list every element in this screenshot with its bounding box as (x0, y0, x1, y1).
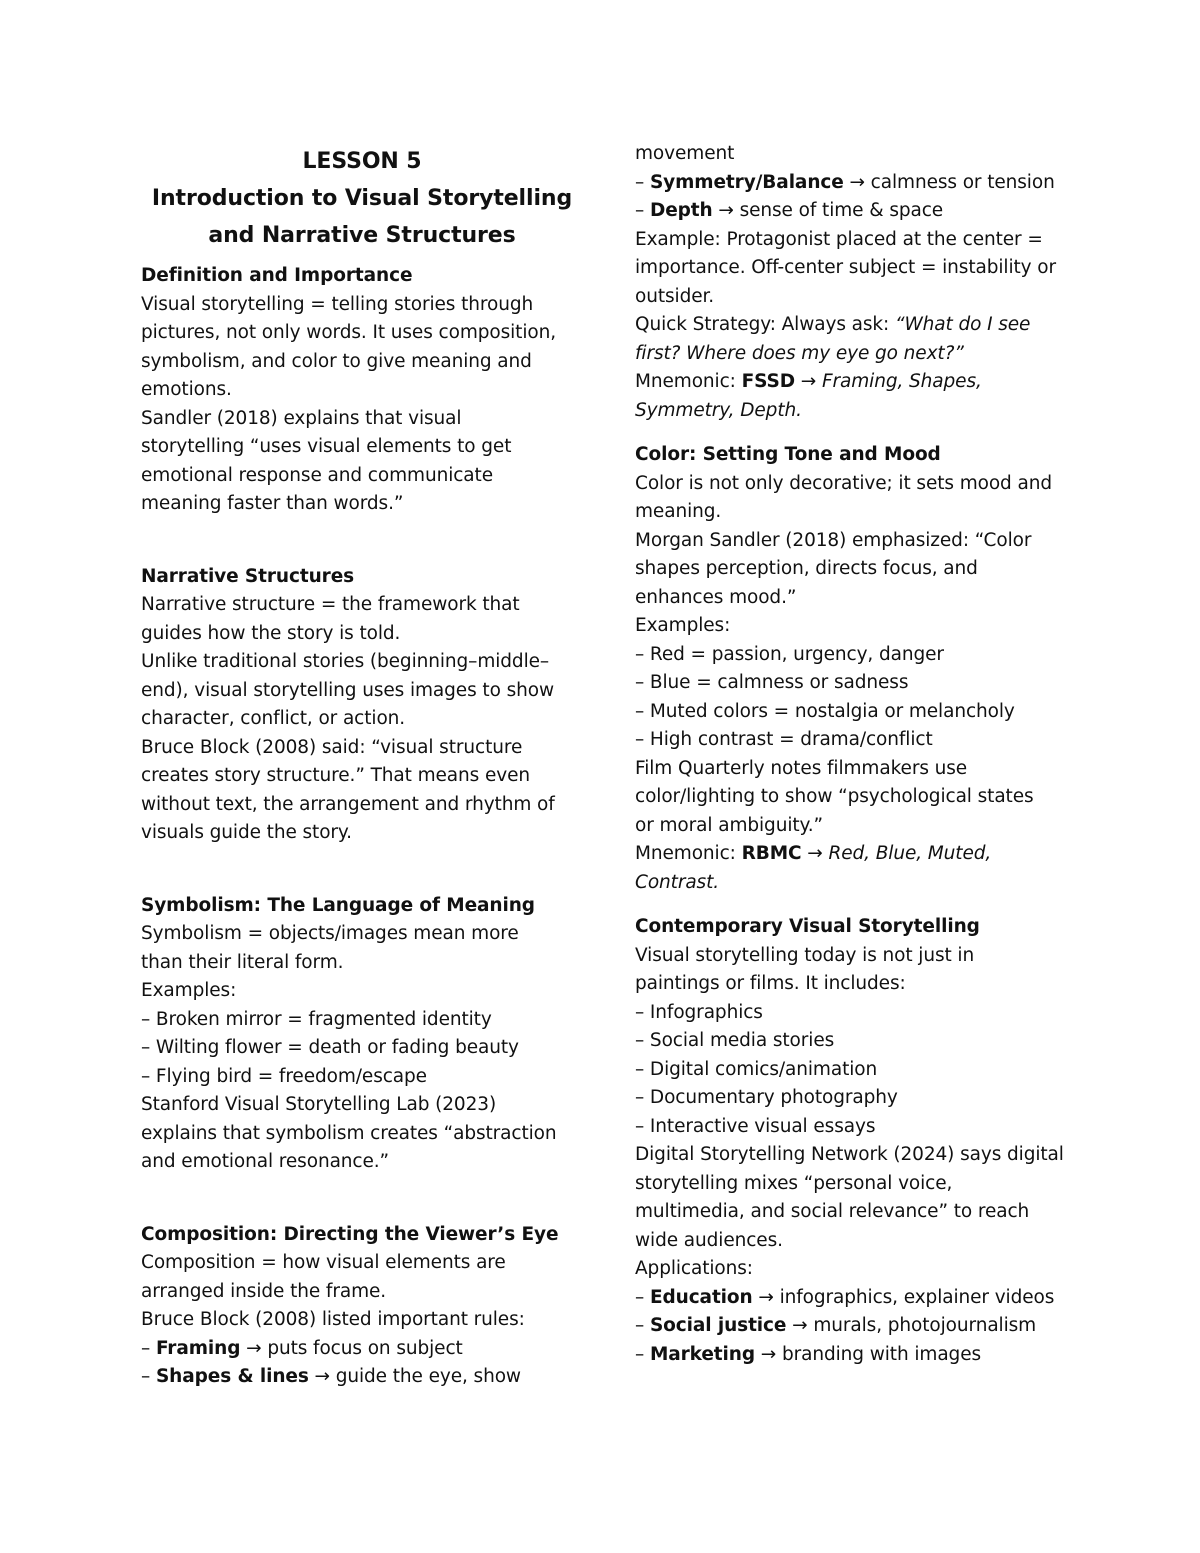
composition-example-line: outsider. (635, 285, 715, 307)
color-line: color/lighting to show “psychological states (635, 786, 1034, 807)
color-line: enhances mood.” (635, 586, 797, 608)
dash: – (141, 1366, 156, 1387)
contemporary-line: multimedia, and social relevance” to reach (635, 1201, 1030, 1222)
strategy-question-2: first? Where does my eye go next?” (635, 342, 964, 364)
education-application (635, 1284, 1075, 1313)
arrow-icon: → (760, 1343, 777, 1365)
dash: – (635, 1315, 650, 1336)
definition-line: emotions. (141, 379, 232, 400)
framing-rule (141, 1335, 583, 1364)
symbolism-line: – Broken mirror = fragmented identity (141, 1008, 492, 1030)
mnemonic-text: Framing, Shapes, (821, 371, 982, 392)
arrow-icon: → (314, 1366, 330, 1387)
strategy-label: Quick Strategy: Always ask: (635, 314, 890, 335)
color-line: Examples: (635, 615, 731, 636)
depth-text: sense of time & space (739, 200, 944, 221)
narrative-line: character, conflict, or action. (141, 708, 406, 729)
color-line: Film Quarterly notes filmmakers use (635, 757, 968, 779)
mnemonic-label: Mnemonic: (635, 843, 736, 864)
contemporary-heading: Contemporary Visual Storytelling (635, 916, 980, 937)
color-line: Morgan Sandler (2018) emphasized: “Color (635, 529, 1032, 551)
composition-example-line: importance. Off-center subject = instability or (635, 257, 1056, 278)
narrative-line: Narrative structure = the framework that (141, 594, 520, 615)
contemporary-line: Digital Storytelling Network (2024) says digital (635, 1144, 1064, 1165)
definition-line: Sandler (2018) explains that visual (141, 407, 462, 429)
depth-rule (635, 197, 1075, 226)
composition-line: Composition = how visual elements are (141, 1252, 506, 1273)
marketing-term: Marketing (649, 1343, 756, 1365)
arrow-icon: → (800, 371, 817, 392)
dash: – (635, 1343, 650, 1365)
color-line: meaning. (635, 501, 722, 522)
mnemonic-text: Red, Blue, Muted, (828, 843, 992, 864)
contemporary-line: – Digital comics/animation (635, 1058, 878, 1080)
symbolism-line: Examples: (141, 980, 237, 1001)
mnemonic-code: FSSD (741, 371, 795, 392)
color-line: or moral ambiguity.” (635, 814, 823, 836)
shapes-rule (141, 1363, 583, 1392)
framing-term: Framing (155, 1337, 241, 1359)
arrow-icon: → (246, 1337, 262, 1359)
social-justice-term: Social justice (649, 1315, 787, 1336)
contemporary-line: wide audiences. (635, 1229, 783, 1251)
lesson-title-line-2: and Narrative Structures (208, 223, 516, 248)
color-line: – Muted colors = nostalgia or melancholy (635, 700, 1015, 722)
dash: – (635, 200, 650, 221)
mnemonic-code: RBMC (741, 843, 802, 864)
symbolism-line: explains that symbolism creates “abstraction (141, 1122, 557, 1144)
color-section (635, 441, 1075, 897)
color-line: – Red = passion, urgency, danger (635, 643, 944, 665)
composition-line: Bruce Block (2008) listed important rules: (141, 1309, 525, 1330)
color-line: Color is not only decorative; it sets mood and (635, 472, 1052, 494)
right-column (635, 140, 1075, 1369)
shapes-term: Shapes & lines (155, 1366, 309, 1387)
lesson-title-line-1: Introduction to Visual Storytelling (151, 186, 573, 211)
symbolism-line: Symbolism = objects/images mean more (141, 923, 519, 944)
symbolism-line: – Wilting flower = death or fading beauty (141, 1037, 519, 1058)
color-line: – Blue = calmness or sadness (635, 672, 909, 693)
symmetry-text: calmness or tension (870, 171, 1055, 193)
marketing-text: branding with images (781, 1343, 982, 1365)
composition-mnemonic (635, 368, 1075, 397)
color-heading: Color: Setting Tone and Mood (635, 444, 941, 465)
framing-text: puts focus on subject (267, 1337, 463, 1359)
definition-section (141, 262, 583, 519)
arrow-icon: → (849, 171, 865, 193)
symbolism-section (141, 892, 583, 1177)
symbolism-line: – Flying bird = freedom/escape (141, 1065, 427, 1087)
narrative-line: creates story structure.” That means even (141, 765, 531, 786)
lesson-number: LESSON 5 (302, 149, 422, 174)
definition-line: Visual storytelling = telling stories through (141, 293, 534, 315)
definition-line: pictures, not only words. It uses composition, (141, 322, 557, 343)
narrative-line: visuals guide the story. (141, 822, 352, 843)
narrative-line: Unlike traditional stories (beginning–middle– (141, 651, 550, 672)
definition-line: emotional response and communicate (141, 464, 493, 486)
narrative-heading: Narrative Structures (141, 565, 355, 587)
color-line: – High contrast = drama/conflict (635, 729, 933, 750)
education-term: Education (649, 1286, 753, 1308)
education-text: infographics, explainer videos (779, 1286, 1055, 1308)
symmetry-term: Symmetry/Balance (649, 171, 844, 193)
definition-line: meaning faster than words.” (141, 493, 404, 514)
composition-section (141, 1221, 583, 1392)
narrative-line: without text, the arrangement and rhythm of (141, 793, 555, 815)
dash: – (635, 1286, 650, 1308)
color-mnemonic (635, 840, 1075, 869)
definition-line: symbolism, and color to give meaning and (141, 350, 532, 372)
composition-heading: Composition: Directing the Viewer’s Eye (141, 1223, 559, 1245)
symbolism-heading: Symbolism: The Language of Meaning (141, 894, 535, 916)
marketing-application (635, 1341, 1075, 1370)
lesson-title-block (141, 143, 583, 254)
depth-term: Depth (649, 200, 713, 221)
mnemonic-text-continued: Symmetry, Depth. (635, 399, 802, 421)
strategy-question-1: “What do I see (894, 314, 1031, 335)
narrative-line: guides how the story is told. (141, 622, 401, 644)
color-line: shapes perception, directs focus, and (635, 558, 978, 579)
contemporary-line: storytelling mixes “personal voice, (635, 1172, 953, 1194)
symbolism-line: than their literal form. (141, 951, 344, 973)
contemporary-line: paintings or films. It includes: (635, 973, 906, 994)
contemporary-line: – Infographics (635, 1001, 763, 1023)
composition-line: arranged inside the frame. (141, 1280, 387, 1302)
social-justice-text: murals, photojournalism (813, 1315, 1037, 1336)
contemporary-line: – Social media stories (635, 1030, 835, 1051)
dash: – (635, 171, 650, 193)
narrative-section (141, 563, 583, 848)
arrow-icon: → (792, 1315, 808, 1336)
quick-strategy (635, 311, 1075, 340)
mnemonic-text-continued: Contrast. (635, 871, 720, 893)
contemporary-section (635, 913, 1075, 1369)
arrow-icon: → (758, 1286, 774, 1308)
symmetry-rule (635, 169, 1075, 198)
narrative-line: end), visual storytelling uses images to show (141, 679, 554, 701)
left-column (141, 143, 583, 1392)
composition-example-line: Example: Protagonist placed at the center = (635, 228, 1043, 250)
symbolism-line: and emotional resonance.” (141, 1151, 390, 1172)
symbolism-line: Stanford Visual Storytelling Lab (2023) (141, 1094, 497, 1115)
contemporary-line: Visual storytelling today is not just in (635, 944, 975, 966)
dash: – (141, 1337, 156, 1359)
contemporary-line: – Interactive visual essays (635, 1115, 876, 1137)
shapes-continued: movement (635, 143, 735, 164)
social-justice-application (635, 1312, 1075, 1341)
contemporary-line: – Documentary photography (635, 1087, 898, 1108)
contemporary-line: Applications: (635, 1258, 753, 1279)
arrow-icon: → (807, 843, 823, 864)
mnemonic-label: Mnemonic: (635, 371, 736, 392)
narrative-line: Bruce Block (2008) said: “visual structure (141, 736, 523, 758)
definition-line: storytelling “uses visual elements to get (141, 436, 512, 457)
composition-continued (635, 140, 1075, 425)
arrow-icon: → (718, 200, 734, 221)
definition-heading: Definition and Importance (141, 265, 413, 286)
shapes-text: guide the eye, show (335, 1366, 521, 1387)
